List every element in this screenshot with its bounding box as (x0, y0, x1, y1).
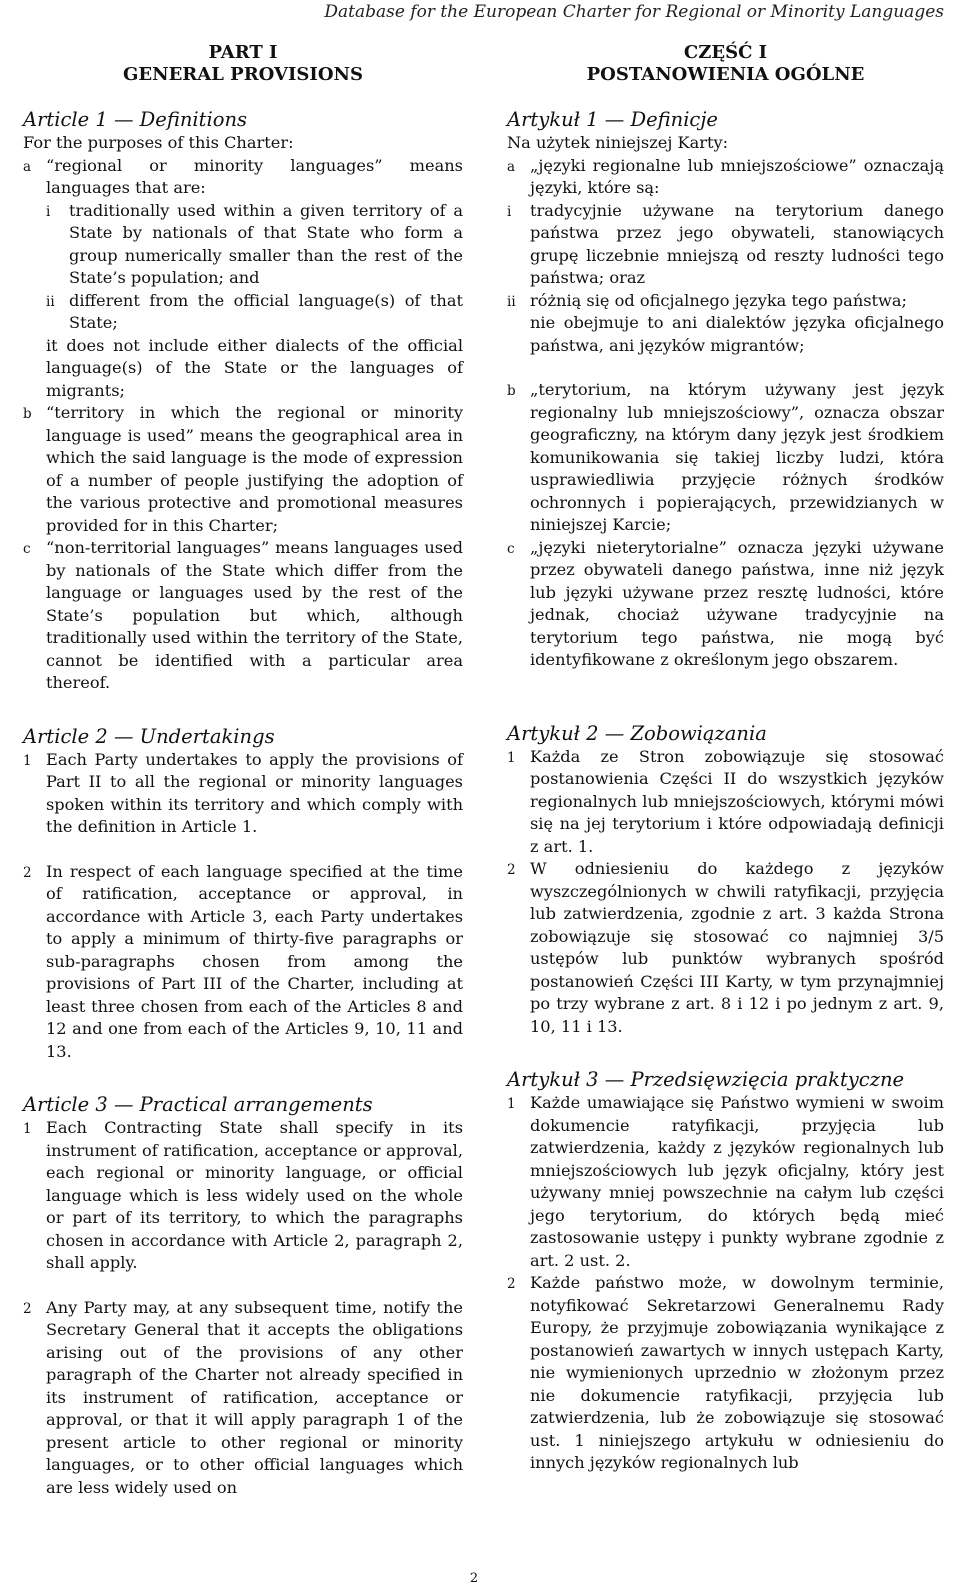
article-1-title: Artykuł 1 — Definicje (507, 108, 718, 131)
article-3-title: Article 3 — Practical arrangements (23, 1093, 373, 1116)
item-text: Każda ze Stron zobowiązuje się stosować postanowienia Części II do wszystkich języków regionalnych lub mniejszościowych, którymi mówi się na jej terytorium i które odpowiadają definicji z art. 1. (530, 746, 944, 856)
article-3-paragraph-1 (507, 1092, 944, 1272)
item-marker: 2 (507, 862, 516, 878)
item-text: Każde umawiające się Państwo wymieni w swoim dokumencie ratyfikacji, przyjęcia lub zatwierdzenia, każdy z języków regionalnych lub mniejszościowych lub język oficjalny, który jest używany mniej powszechnie na całym lub części jego terytorium, do których będą mieć zastosowanie ustępy i punkty wybrane zgodnie z art. 2 ust. 2. (530, 1093, 944, 1270)
definition-c (23, 537, 463, 695)
item-marker: 1 (507, 1096, 516, 1112)
item-text: różnią się od oficjalnego języka tego państwa; (530, 290, 908, 310)
item-marker: 1 (507, 749, 516, 766)
article-2-paragraph-1 (507, 746, 944, 859)
definition-c (507, 537, 944, 672)
article-3-paragraph-1 (23, 1117, 463, 1275)
article-2-title: Article 2 — Undertakings (23, 724, 275, 748)
item-marker: 1 (23, 1121, 32, 1137)
item-marker: ii (46, 293, 55, 310)
article-3-paragraph-2 (23, 1297, 463, 1500)
item-marker: b (507, 383, 516, 399)
item-marker: 2 (23, 1300, 32, 1317)
part-subtitle: POSTANOWIENIA OGÓLNE (586, 64, 865, 85)
item-marker: 2 (507, 1276, 516, 1292)
item-marker: a (23, 158, 32, 175)
definition-a-i (23, 200, 463, 290)
item-text: „języki nieterytorialne” oznacza języki używane przez obywateli danego państwa, inne niż język lub języki używane przez resztę ludności, które jednak, chociaż używane tradycyjnie na terytorium tego państwa, nie mogą być identyfikowane z określonym jego obszarem. (530, 537, 944, 669)
item-text: different from the official language(s) of that State; (69, 290, 463, 332)
item-marker: 2 (23, 864, 32, 881)
definition-a (507, 155, 944, 200)
definition-a-ii (23, 290, 463, 335)
item-marker: i (46, 203, 51, 220)
item-text: W odniesieniu do każdego z języków wyszczególnionych w chwili ratyfikacji, przyjęcia lub zatwierdzenia, zgodnie z art. 3 każda Strona zobowiązuje się stosować co najmniej 3/5 ustępów lub punktów wybranych spośród postanowień Części III Karty, w tym przynajmniej po trzy wybrane z art. 8 i 12 i po jednym z art. 9, 10, 11 i 13. (530, 859, 944, 1036)
item-text: Each Party undertakes to apply the provisions of Part II to all the regional or minority languages spoken within its territory and which comply with the definition in Article 1. (46, 749, 463, 836)
definition-a-continuation: it does not include either dialects of the official language(s) of the State or the languages of migrants; (46, 335, 463, 400)
article-2-paragraph-1 (23, 749, 463, 839)
item-text: tradycyjnie używane na terytorium danego państwa przez jego obywateli, stanowiących grupę liczebnie mniejszą od reszty ludności tego państwa; oraz (530, 200, 944, 287)
item-marker: c (23, 541, 31, 557)
part-subtitle: GENERAL PROVISIONS (123, 64, 363, 85)
page-number: 2 (469, 1571, 479, 1586)
definition-a-i (507, 200, 944, 290)
item-text: “regional or minority languages” means languages that are: (46, 155, 463, 197)
article-1-title: Article 1 — Definitions (23, 108, 248, 131)
item-marker: c (507, 540, 515, 557)
item-text: “territory in which the regional or minority language is used” means the geographical area in which the said language is the mode of expression of a number of people justifying the adoption of the various protective and promotional measures provided for in this Charter; (46, 403, 463, 535)
item-text: Any Party may, at any subsequent time, notify the Secretary General that it accepts the obligations arising out of the provisions of any other paragraph of the Charter not already specified in its instrument of ratification, acceptance or approval, or that it will apply paragraph 1 of the present article to other regional or minority languages, or to other official languages which are less widely used on (46, 1297, 463, 1497)
item-text: Każde państwo może, w dowolnym terminie, notyfikować Sekretarzowi Generalnemu Rady Europy, że przyjmuje zobowiązania wynikające z postanowień zawartych w innych ustępach Karty, nie wymienionych uprzednio w złożonym przez nie dokumencie ratyfikacji, przyjęcia lub zatwierdzenia, lub że zobowiązuje się stosować ust. 1 niniejszego artykułu w odniesieniu do innych języków regionalnych lub (530, 1273, 944, 1472)
item-text: Each Contracting State shall specify in its instrument of ratification, acceptance or approval, each regional or minority language, or official language which is less widely used on the whole or part of its territory, to which the paragraphs chosen in accordance with Article 2, paragraph 2, shall apply. (46, 1118, 463, 1272)
item-text: „języki regionalne lub mniejszościowe” oznaczają języki, które są: (530, 155, 944, 197)
item-text: „terytorium, na którym używany jest język regionalny lub mniejszościowy”, oznacza obszar geograficzny, na którym dany język jest środkiem komunikowania się takiej liczby ludzi, która usprawiedliwia przyjęcie różnych środków ochronnych i popierających, przewidzianych w niniejszej Karcie; (530, 380, 944, 534)
article-2-title: Artykuł 2 — Zobowiązania (507, 721, 767, 745)
database-header: Database for the European Charter for Regional or Minority Languages (324, 2, 944, 22)
article-2-paragraph-2 (23, 861, 463, 1064)
definition-b (23, 402, 463, 537)
item-marker: i (507, 203, 512, 220)
item-marker: a (507, 158, 516, 175)
article-2-paragraph-2 (507, 858, 944, 1038)
definition-a-ii (507, 290, 944, 313)
item-text: In respect of each language specified at the time of ratification, acceptance or approval, in accordance with Article 3, each Party undertakes to apply a minimum of thirty-five paragraphs or sub-paragraphs chosen from among the provisions of Part III of the Charter, including at least three chosen from each of the Articles 8 and 12 and one from each of the Articles 9, 10, 11 and 13. (46, 861, 463, 1061)
definition-a (23, 155, 463, 200)
item-marker: 1 (23, 752, 32, 769)
english-column (23, 42, 463, 1499)
item-text: traditionally used within a given territory of a State by nationals of that State who form a group numerically smaller than the rest of the State’s population; and (69, 200, 463, 287)
item-marker: ii (507, 293, 516, 310)
item-text: “non-territorial languages” means languages used by nationals of the State which differ from the language or languages used by the rest of the State’s population but which, although traditionally used within the territory of the State, cannot be identified with a particular area thereof. (46, 538, 463, 692)
article-1-intro: Na użytek niniejszej Karty: (507, 133, 729, 152)
definition-b (507, 379, 944, 537)
article-1-intro: For the purposes of this Charter: (23, 133, 294, 152)
part-title: CZĘŚĆ I (683, 42, 768, 63)
item-marker: b (23, 406, 32, 422)
article-3-paragraph-2 (507, 1272, 944, 1475)
polish-column (507, 42, 944, 1475)
article-3-title: Artykuł 3 — Przedsięwzięcia praktyczne (507, 1068, 905, 1091)
definition-a-continuation: nie obejmuje to ani dialektów języka oficjalnego państwa, ani języków migrantów; (530, 313, 944, 355)
part-title: PART I (208, 42, 278, 63)
